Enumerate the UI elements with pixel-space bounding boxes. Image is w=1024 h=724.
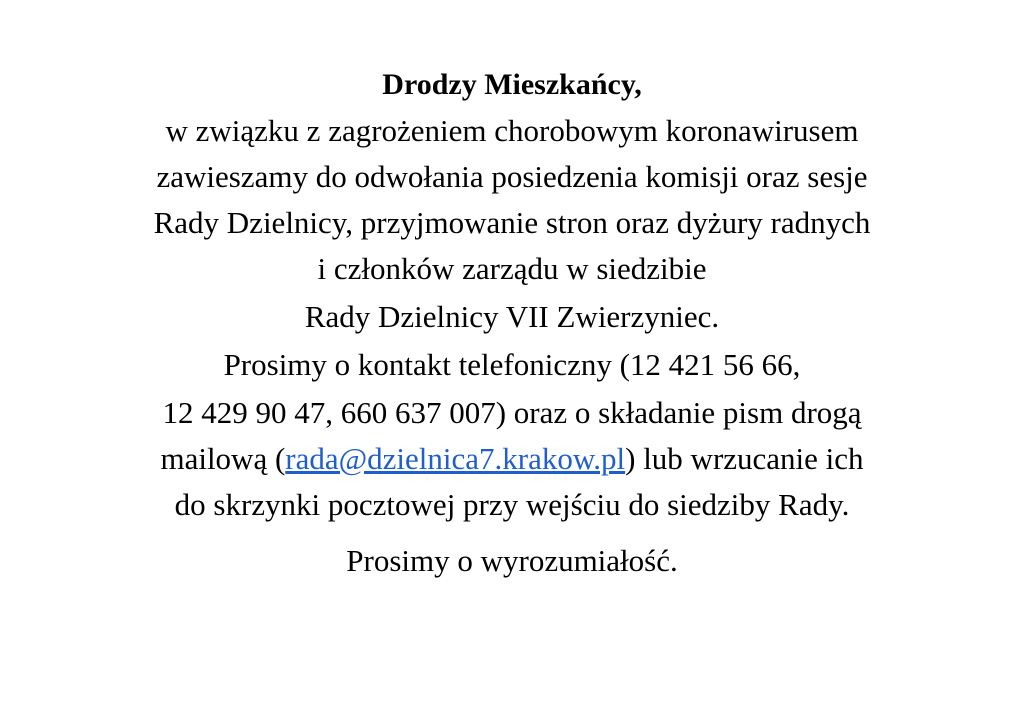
contact-line-4: do skrzynki pocztowej przy wejściu do siedziby Rady. [174, 487, 850, 522]
paragraph-line-2: zawieszamy do odwołania posiedzenia komisji oraz sesje [156, 159, 868, 194]
greeting-heading: Drodzy Mieszkańcy, [382, 68, 642, 101]
contact-line-3 [0, 436, 1024, 482]
paragraph-line-4: i członków zarządu w siedzibie [317, 251, 707, 286]
notice [0, 62, 1024, 584]
paragraph-line-3: Rady Dzielnicy, przyjmowanie stron oraz dyżury radnych [153, 205, 871, 240]
contact-line-3-suffix: ) lub wrzucanie ich [625, 441, 864, 476]
contact-line-1: Prosimy o kontakt telefoniczny (12 421 56 66, [223, 347, 801, 382]
paragraph-line-1: w związku z zagrożeniem chorobowym koronawirusem [165, 113, 859, 148]
contact-line-2: 12 429 90 47, 660 637 007) oraz o składanie pism drogą [162, 395, 862, 430]
office-line: Rady Dzielnicy VII Zwierzyniec. [304, 299, 720, 334]
email-link[interactable]: rada@dzielnica7.krakow.pl [285, 441, 626, 476]
closing-line: Prosimy o wyrozumiałość. [346, 543, 678, 578]
contact-line-3-prefix: mailową ( [160, 441, 286, 476]
